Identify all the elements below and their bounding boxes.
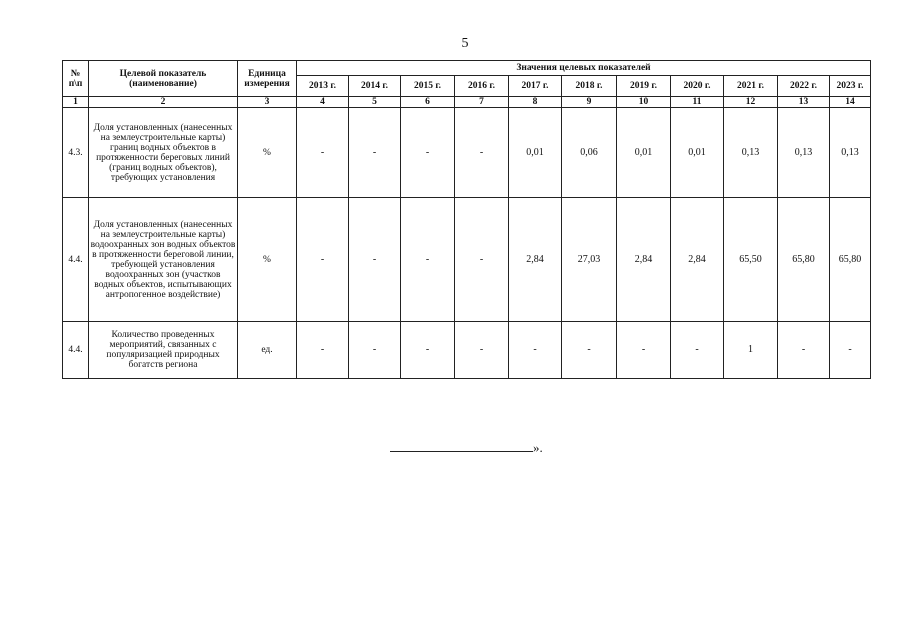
row-value: 2,84 xyxy=(671,198,724,322)
row-value: - xyxy=(349,198,401,322)
page-number: 5 xyxy=(461,36,469,51)
row-num: 4.3. xyxy=(63,108,89,198)
column-number: 6 xyxy=(401,97,455,108)
row-value: - xyxy=(297,198,349,322)
row-value: 2,84 xyxy=(509,198,562,322)
header-year: 2015 г. xyxy=(401,76,455,97)
header-year: 2023 г. xyxy=(830,76,871,97)
signature-underline xyxy=(390,441,533,452)
row-value: - xyxy=(349,108,401,198)
column-number: 7 xyxy=(455,97,509,108)
row-unit: % xyxy=(238,108,297,198)
header-year: 2020 г. xyxy=(671,76,724,97)
row-value: 65,80 xyxy=(830,198,871,322)
row-value: 65,50 xyxy=(724,198,778,322)
row-unit: % xyxy=(238,198,297,322)
row-value: 0,01 xyxy=(617,108,671,198)
column-number: 11 xyxy=(671,97,724,108)
row-value: - xyxy=(509,322,562,379)
header-num: № п\п xyxy=(63,61,89,97)
row-name: Доля установленных (нанесенных на землеустроительные карты) водоохранных зон водных объектов в протяженности береговой линии, требующей установления водоохранных зон (участков водных объектов, испытывающих антропогенное воздействие) xyxy=(89,198,238,322)
header-year: 2017 г. xyxy=(509,76,562,97)
row-value: - xyxy=(671,322,724,379)
header-year: 2022 г. xyxy=(778,76,830,97)
row-value: 2,84 xyxy=(617,198,671,322)
row-name: Доля установленных (нанесенных на землеустроительные карты) границ водных объектов в протяженности береговых линий (границ водных объектов), требующих установления xyxy=(89,108,238,198)
row-value: 0,06 xyxy=(562,108,617,198)
header-indicator: Целевой показатель (наименование) xyxy=(89,61,238,97)
column-number: 5 xyxy=(349,97,401,108)
column-number: 9 xyxy=(562,97,617,108)
table-row xyxy=(63,108,871,198)
row-num: 4.4. xyxy=(63,322,89,379)
row-value: - xyxy=(778,322,830,379)
column-number: 4 xyxy=(297,97,349,108)
header-year: 2019 г. xyxy=(617,76,671,97)
column-number: 13 xyxy=(778,97,830,108)
row-num: 4.4. xyxy=(63,198,89,322)
row-value: 0,13 xyxy=(778,108,830,198)
row-value: - xyxy=(297,108,349,198)
column-number-row xyxy=(63,97,871,108)
row-value: - xyxy=(401,322,455,379)
row-value: 0,01 xyxy=(509,108,562,198)
row-value: 65,80 xyxy=(778,198,830,322)
column-number: 8 xyxy=(509,97,562,108)
table-row xyxy=(63,322,871,379)
closing-line xyxy=(390,440,543,456)
column-number: 2 xyxy=(89,97,238,108)
closing-quote: ». xyxy=(533,440,543,455)
row-value: 0,13 xyxy=(830,108,871,198)
table-row xyxy=(63,198,871,322)
row-value: 27,03 xyxy=(562,198,617,322)
column-number: 14 xyxy=(830,97,871,108)
row-value: - xyxy=(401,198,455,322)
header-year: 2016 г. xyxy=(455,76,509,97)
header-values-group: Значения целевых показателей xyxy=(297,61,871,76)
column-number: 10 xyxy=(617,97,671,108)
row-value: - xyxy=(401,108,455,198)
column-number: 12 xyxy=(724,97,778,108)
row-value: - xyxy=(455,198,509,322)
header-year: 2014 г. xyxy=(349,76,401,97)
row-value: 0,13 xyxy=(724,108,778,198)
column-number: 3 xyxy=(238,97,297,108)
row-unit: ед. xyxy=(238,322,297,379)
row-value: - xyxy=(455,108,509,198)
row-value: 0,01 xyxy=(671,108,724,198)
row-value: - xyxy=(297,322,349,379)
row-value: - xyxy=(349,322,401,379)
row-value: - xyxy=(562,322,617,379)
column-number: 1 xyxy=(63,97,89,108)
row-value: - xyxy=(455,322,509,379)
row-name: Количество проведенных мероприятий, связанных с популяризацией природных богатств региона xyxy=(89,322,238,379)
target-indicators-table xyxy=(62,60,871,379)
header-year: 2013 г. xyxy=(297,76,349,97)
header-year: 2021 г. xyxy=(724,76,778,97)
header-row xyxy=(63,61,871,76)
row-value: 1 xyxy=(724,322,778,379)
row-value: - xyxy=(830,322,871,379)
header-unit: Единица измерения xyxy=(238,61,297,97)
header-year: 2018 г. xyxy=(562,76,617,97)
row-value: - xyxy=(617,322,671,379)
